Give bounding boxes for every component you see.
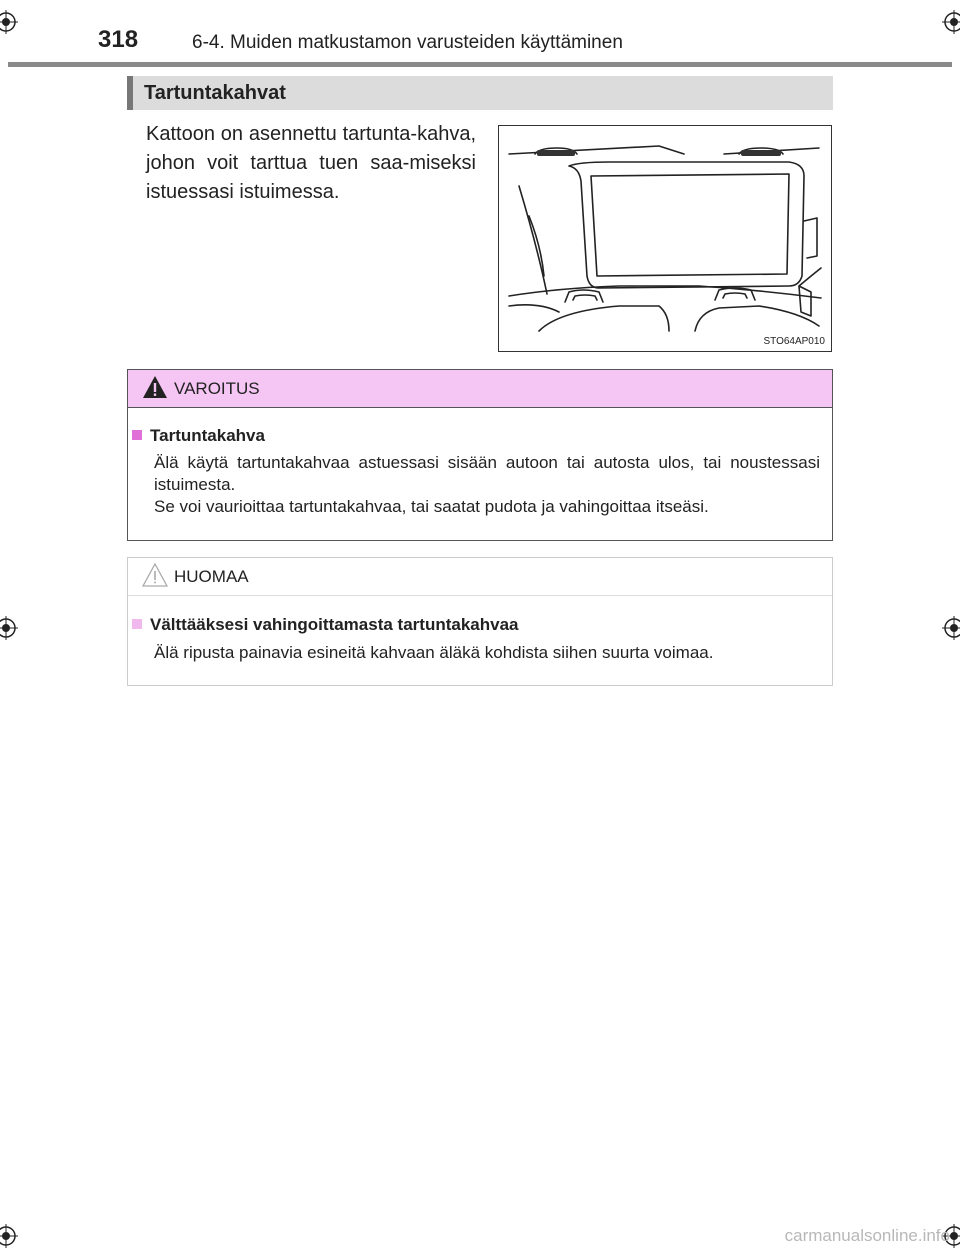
car-ceiling-drawing (499, 126, 833, 353)
warning-line-2: Se voi vaurioittaa tartuntakahvaa, tai saatat pudota ja vahingoittaa itseäsi. (154, 497, 709, 516)
watermark: carmanualsonline.info (784, 1226, 950, 1245)
intro-paragraph: Kattoon on asennettu tartunta-kahva, johon voit tarttua tuen saa-miseksi istuessasi istuimessa. (146, 123, 476, 203)
warning-item-title: Tartuntakahva (132, 426, 265, 446)
section-heading-bar (127, 76, 833, 110)
registration-mark-icon (0, 616, 18, 640)
section-title: Tartuntakahvat (144, 82, 286, 104)
notice-box (127, 557, 833, 686)
warning-line-1: Älä käytä tartuntakahvaa astuessasi sisään autoon tai autosta ulos, tai noustessasi istuimesta. (154, 453, 820, 494)
warning-triangle-icon (142, 374, 168, 400)
page-number: 318 (98, 26, 139, 53)
header-rule (8, 62, 952, 67)
bullet-square-icon (132, 430, 142, 440)
warning-header (128, 370, 832, 408)
notice-label: HUOMAA (174, 567, 249, 586)
registration-mark-icon (0, 1224, 18, 1248)
section-accent (127, 76, 133, 110)
warning-label: VAROITUS (174, 379, 260, 398)
registration-mark-icon (0, 10, 18, 34)
warning-box (127, 369, 833, 541)
notice-header (128, 558, 832, 596)
registration-mark-icon (942, 10, 960, 34)
registration-mark-icon (942, 616, 960, 640)
assist-grip-illustration (498, 125, 832, 352)
caution-triangle-icon (142, 562, 168, 588)
notice-line-1: Älä ripusta painavia esineitä kahvaan äläkä kohdista siihen suurta voimaa. (154, 643, 714, 662)
figure-code: STO64AP010 (763, 336, 825, 347)
bullet-square-icon (132, 619, 142, 629)
chapter-title: 6-4. Muiden matkustamon varusteiden käyttäminen (192, 32, 623, 53)
notice-item-title: Välttääksesi vahingoittamasta tartuntakahvaa (132, 615, 518, 635)
